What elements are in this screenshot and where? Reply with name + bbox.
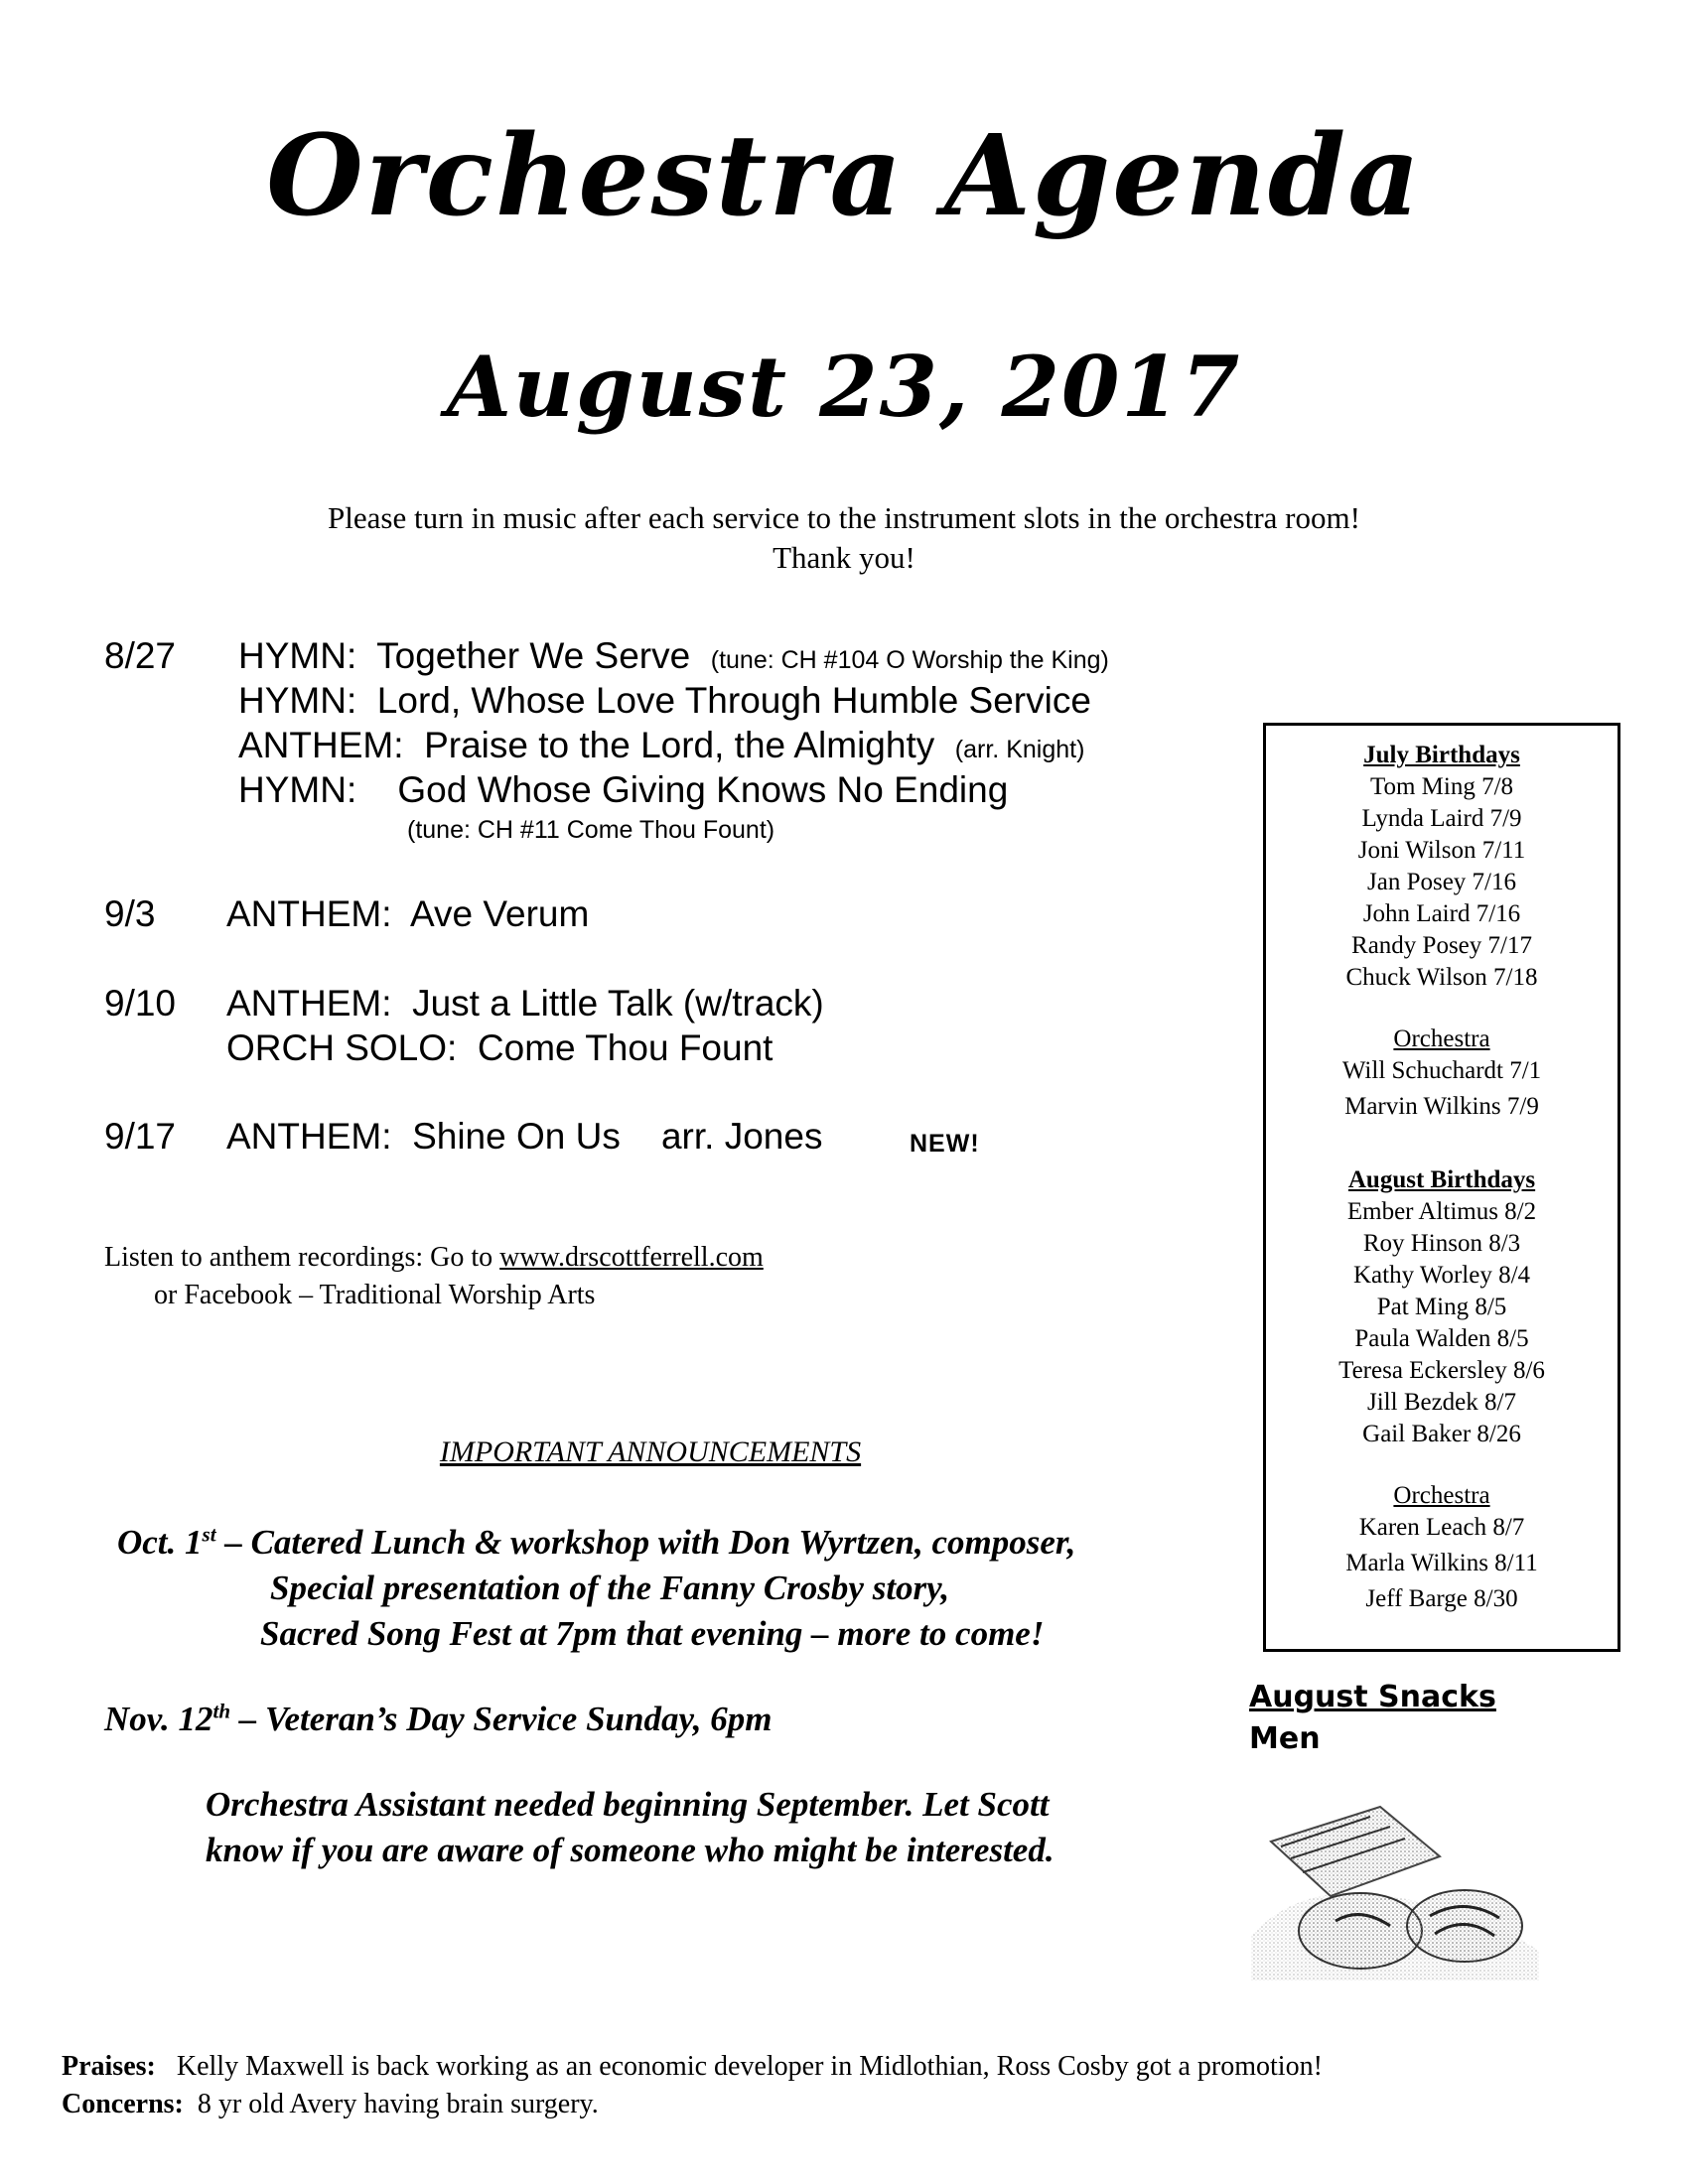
schedule-date: 9/17: [104, 1116, 177, 1157]
item-label: ANTHEM:: [226, 1116, 392, 1157]
schedule-date: 9/10: [104, 983, 177, 1024]
item-title: God Whose Giving Knows No Ending: [397, 769, 1009, 810]
birthday-entry: Chuck Wilson 7/18: [1345, 964, 1538, 991]
notice-line-2: Thank you!: [773, 540, 915, 575]
oct-text: – Catered Lunch & workshop with Don Wyrtzen, composer,: [215, 1523, 1076, 1562]
concerns-text: 8 yr old Avery having brain surgery.: [197, 2089, 599, 2119]
praises-text: Kelly Maxwell is back working as an economic developer in Midlothian, Ross Cosby got a promotion!: [176, 2051, 1323, 2082]
schedule-item: [238, 635, 1109, 677]
birthday-entry: Joni Wilson 7/11: [1357, 837, 1526, 864]
birthday-entry: Gail Baker 8/26: [1362, 1421, 1521, 1447]
schedule-item: [226, 893, 589, 935]
schedule-item: [226, 1027, 773, 1069]
listen-line-1: [104, 1239, 764, 1277]
item-label: HYMN:: [238, 680, 357, 721]
birthday-entry: Teresa Eckersley 8/6: [1338, 1357, 1545, 1384]
item-label: ANTHEM:: [226, 893, 392, 934]
birthday-entry: Karen Leach 8/7: [1358, 1514, 1525, 1541]
praises-line: [62, 2051, 1323, 2083]
schedule-item: [238, 769, 1008, 811]
snacks-heading: August Snacks: [1249, 1680, 1496, 1714]
oct-date-suffix: st: [202, 1522, 216, 1547]
assistant-line-1: Orchestra Assistant needed beginning September. Let Scott: [206, 1785, 1050, 1824]
praises-label: Praises:: [62, 2051, 156, 2082]
birthdays-box: [1263, 723, 1620, 1652]
birthday-entry: Lynda Laird 7/9: [1361, 805, 1522, 832]
snack-food-image: [1241, 1787, 1549, 1980]
item-title: Together We Serve: [376, 635, 691, 676]
item-label: ORCH SOLO:: [226, 1027, 458, 1068]
birthday-entry: Marla Wilkins 8/11: [1345, 1550, 1538, 1576]
oct-date: Oct. 1: [117, 1523, 203, 1562]
nov-date-suffix: th: [212, 1699, 231, 1723]
snacks-group: Men: [1249, 1721, 1321, 1756]
schedule-item: [226, 983, 824, 1024]
birthday-entry: John Laird 7/16: [1362, 900, 1521, 927]
announcements-heading: IMPORTANT ANNOUNCEMENTS: [439, 1435, 862, 1468]
item-title: Ave Verum: [410, 893, 590, 934]
item-label: ANTHEM:: [226, 983, 392, 1024]
birthday-entry: Ember Altimus 8/2: [1346, 1198, 1537, 1225]
birthday-entry: Jan Posey 7/16: [1367, 869, 1516, 895]
listen-line-2: or Facebook – Traditional Worship Arts: [154, 1280, 596, 1310]
birthday-entry: Marvin Wilkins 7/9: [1344, 1093, 1539, 1120]
assistant-line-2: know if you are aware of someone who might be interested.: [206, 1831, 1055, 1869]
birthday-entry: Will Schuchardt 7/1: [1341, 1057, 1542, 1084]
announcement-oct-line-2: Special presentation of the Fanny Crosby story,: [270, 1569, 950, 1607]
nov-text: – Veteran’s Day Service Sunday, 6pm: [230, 1700, 773, 1738]
schedule-date: 8/27: [104, 635, 177, 676]
item-label: HYMN:: [238, 635, 357, 676]
concerns-line: [62, 2089, 599, 2120]
birthday-entry: Roy Hinson 8/3: [1362, 1230, 1521, 1257]
new-badge: NEW!: [910, 1130, 980, 1158]
item-note: (tune: CH #104 O Worship the King): [710, 646, 1109, 674]
announcement-oct-line-1: [117, 1523, 1075, 1563]
birthday-entry: Jeff Barge 8/30: [1365, 1585, 1518, 1612]
item-title: Come Thou Fount: [477, 1027, 774, 1068]
birthday-entry: Tom Ming 7/8: [1369, 773, 1514, 800]
notice-line-1: Please turn in music after each service to the instrument slots in the orchestra room!: [328, 500, 1360, 535]
announcement-oct-line-3: Sacred Song Fest at 7pm that evening – more to come!: [260, 1614, 1045, 1653]
item-title: Praise to the Lord, the Almighty: [424, 725, 935, 765]
concerns-label: Concerns:: [62, 2089, 184, 2119]
july-birthdays-heading: July Birthdays: [1363, 742, 1520, 768]
august-orchestra-heading: Orchestra: [1393, 1482, 1490, 1509]
item-note: arr. Jones: [660, 1116, 823, 1157]
birthday-entry: Randy Posey 7/17: [1351, 932, 1532, 959]
august-birthdays-heading: August Birthdays: [1347, 1166, 1536, 1193]
item-note: (arr. Knight): [954, 736, 1085, 763]
item-title: Lord, Whose Love Through Humble Service: [376, 680, 1091, 721]
item-label: HYMN:: [238, 769, 357, 810]
birthday-entry: Jill Bezdek 8/7: [1367, 1389, 1516, 1416]
birthday-entry: Pat Ming 8/5: [1376, 1294, 1507, 1320]
birthday-entry: Kathy Worley 8/4: [1352, 1262, 1531, 1289]
schedule-item: [238, 680, 1091, 722]
schedule-item: [226, 1116, 822, 1158]
item-title: Shine On Us: [412, 1116, 621, 1157]
birthday-entry: Paula Walden 8/5: [1354, 1325, 1529, 1352]
listen-prefix: Listen to anthem recordings: Go to: [104, 1242, 493, 1273]
july-orchestra-heading: Orchestra: [1393, 1025, 1490, 1052]
nov-date: Nov. 12: [104, 1700, 213, 1738]
item-note: (tune: CH #11 Come Thou Fount): [407, 816, 775, 844]
item-title: Just a Little Talk (w/track): [412, 983, 824, 1024]
page-title: Orchestra Agenda: [266, 111, 1422, 241]
schedule-item: [238, 725, 1084, 766]
item-label: ANTHEM:: [238, 725, 404, 765]
website-link[interactable]: www.drscottferrell.com: [499, 1242, 764, 1273]
schedule-date: 9/3: [104, 893, 156, 934]
agenda-date: August 23, 2017: [446, 338, 1242, 436]
announcement-nov: [104, 1700, 772, 1739]
